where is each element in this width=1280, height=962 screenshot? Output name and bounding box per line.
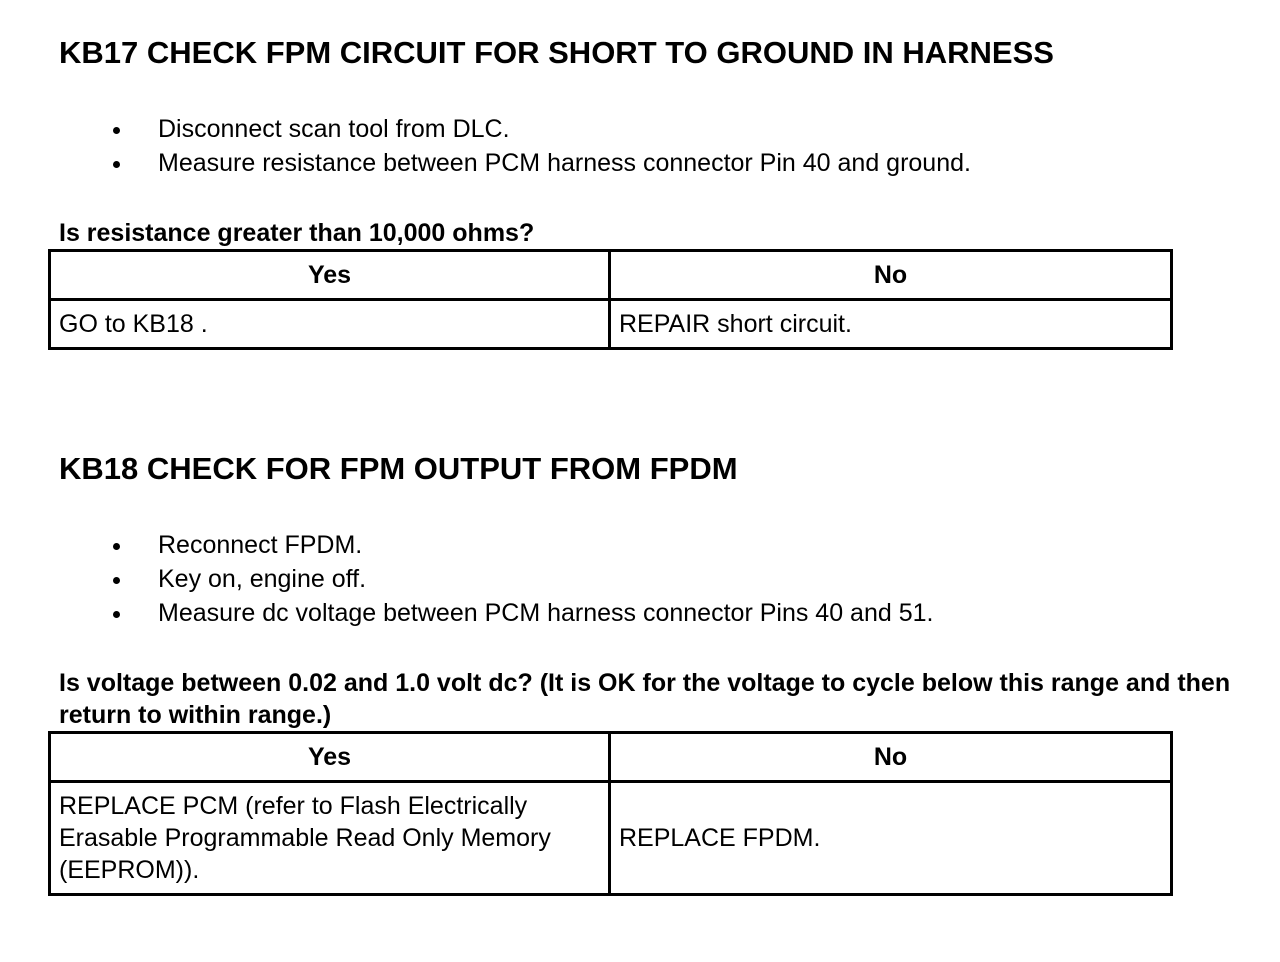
- kb18-heading: KB18 CHECK FOR FPM OUTPUT FROM FPDM: [59, 451, 738, 486]
- bullet-icon: [113, 611, 120, 618]
- kb17-no-action: REPAIR short circuit.: [610, 300, 1172, 349]
- kb17-heading: KB17 CHECK FPM CIRCUIT FOR SHORT TO GROUND IN HARNESS: [59, 35, 1054, 70]
- kb18-yes-action: REPLACE PCM (refer to Flash Electrically Erasable Programmable Read Only Memory (EEPROM)).: [50, 782, 610, 895]
- kb18-question: Is voltage between 0.02 and 1.0 volt dc? (It is OK for the voltage to cycle below this range and then return to within range.): [59, 669, 1231, 729]
- table-row: [50, 782, 1172, 895]
- bullet-icon: [113, 577, 120, 584]
- kb18-step-text: Measure dc voltage between PCM harness connector Pins 40 and 51.: [158, 599, 934, 627]
- bullet-icon: [113, 127, 120, 134]
- table-row: [50, 300, 1172, 349]
- kb17-step-text: Disconnect scan tool from DLC.: [158, 115, 510, 143]
- kb18-step-text: Key on, engine off.: [158, 565, 367, 593]
- kb18-no-action: REPLACE FPDM.: [610, 782, 1172, 895]
- kb18-no-header: No: [610, 733, 1172, 782]
- kb17-yes-action: GO to KB18 .: [50, 300, 610, 349]
- kb17-yes-header: Yes: [50, 251, 610, 300]
- bullet-icon: [113, 543, 120, 550]
- kb18-step-text: Reconnect FPDM.: [158, 531, 363, 559]
- kb18-yes-header: Yes: [50, 733, 610, 782]
- table-header-row: [50, 251, 1172, 300]
- kb17-decision-table: [48, 249, 1173, 350]
- kb17-no-header: No: [610, 251, 1172, 300]
- bullet-icon: [113, 161, 120, 168]
- table-header-row: [50, 733, 1172, 782]
- kb18-decision-table: [48, 731, 1173, 896]
- kb17-step-text: Measure resistance between PCM harness connector Pin 40 and ground.: [158, 149, 971, 177]
- kb17-question: Is resistance greater than 10,000 ohms?: [59, 219, 535, 247]
